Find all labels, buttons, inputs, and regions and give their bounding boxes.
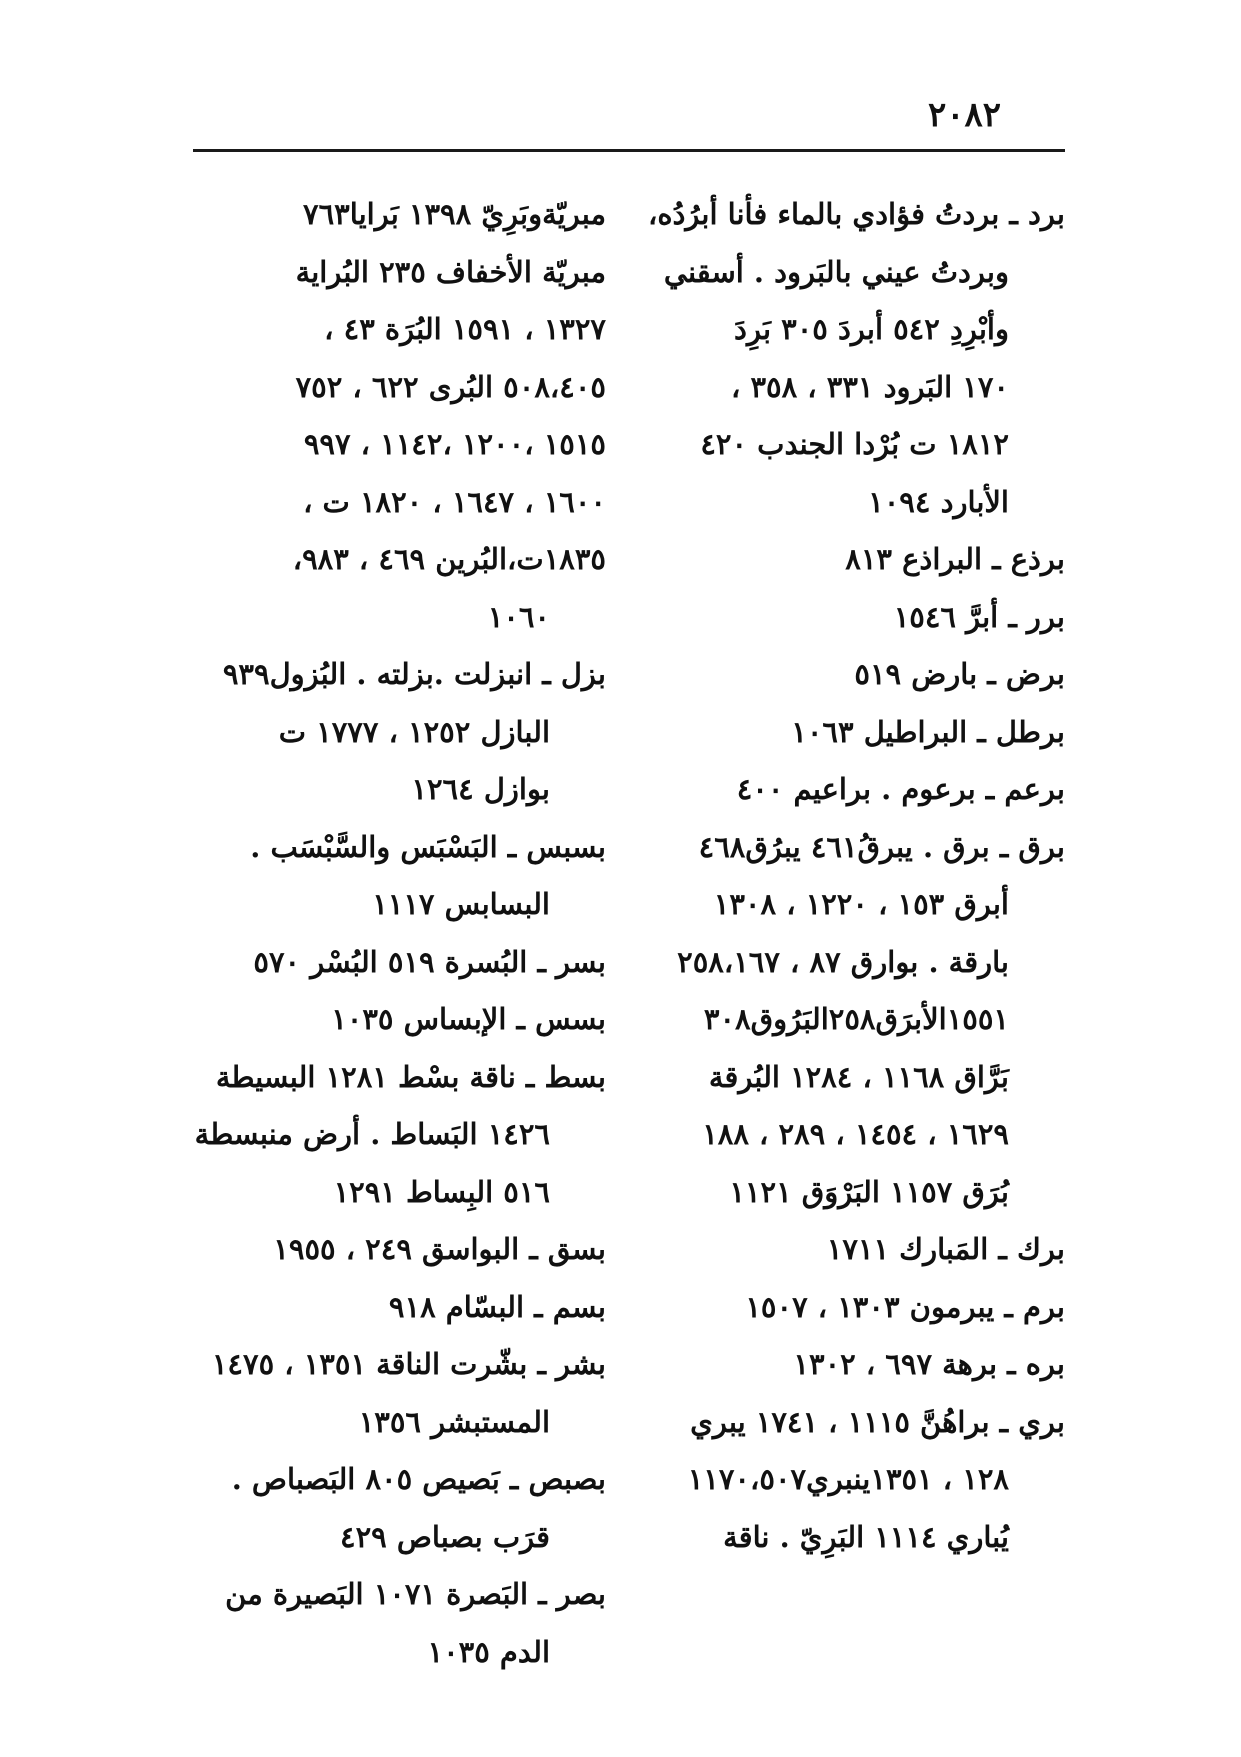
index-line: بشر ـ بشّرت الناقة ١٣٥١ ، ١٤٧٥: [211, 1347, 606, 1381]
index-line: برد ـ بردتُ فؤادي بالماء فأنا أبرُدُه،: [647, 197, 1065, 231]
index-line: مبريّة الأخفاف ٢٣٥ البُراية: [295, 254, 606, 289]
index-line: ١٢٨ ، ١٣٥١ينبري١١٧٠،٥٠٧: [687, 1462, 1009, 1496]
index-line: البازل ١٢٥٢ ، ١٧٧٧ ت: [278, 714, 550, 749]
index-line: برذع ـ البراذع ٨١٣: [845, 542, 1065, 576]
index-line: ١٠٦٠: [487, 599, 550, 634]
index-line: ١٨٣٥ت،البُرين ٤٦٩ ، ٩٨٣،: [292, 542, 606, 576]
index-line: الأبارد ١٠٩٤: [868, 484, 1009, 519]
index-line: ١٦٠٠ ، ١٦٤٧ ، ١٨٢٠ ت ،: [303, 484, 606, 519]
index-line: المستبشر ١٣٥٦: [358, 1404, 550, 1439]
index-line: الدم ١٠٣٥: [427, 1634, 550, 1669]
index-line: قرَب بصباص ٤٢٩: [340, 1519, 550, 1554]
index-line: ١٦٢٩ ، ١٤٥٤ ، ٢٨٩ ، ١٨٨: [702, 1117, 1009, 1151]
index-line: ١٨١٢ ت بُرْدا الجندب ٤٢٠: [700, 427, 1009, 461]
index-line: بصبص ـ بَصيص ٨٠٥ البَصباص .: [231, 1462, 606, 1496]
index-line: مبريّةوبَرِيّ ١٣٩٨ بَرايا٧٦٣: [303, 197, 606, 231]
index-line: يُباري ١١١٤ البَرِيّ . ناقة: [723, 1519, 1009, 1554]
index-line: أبرق ١٥٣ ، ١٢٢٠ ، ١٣٠٨: [713, 887, 1009, 921]
index-line: بوازل ١٢٦٤: [411, 772, 550, 806]
page-number: ٢٠٨٢: [928, 95, 1002, 135]
index-line: وبردتُ عيني بالبَرود . أسقني: [663, 254, 1009, 289]
index-line: برعم ـ برعوم . براعيم ٤٠٠: [736, 772, 1065, 806]
index-line: بسر ـ البُسرة ٥١٩ البُسْر ٥٧٠: [253, 944, 606, 979]
index-line: ١٧٠ البَرود ٣٣١ ، ٣٥٨ ،: [731, 369, 1009, 404]
index-line: بزل ـ انبزلت .بزلته . البُزول٩٣٩: [222, 657, 606, 691]
index-line: بصر ـ البَصرة ١٠٧١ البَصيرة من: [225, 1577, 606, 1611]
index-line: ١٥١٥ ،١٢٠٠ ،١١٤٢ ، ٩٩٧: [303, 427, 606, 461]
index-line: بره ـ برهة ٦٩٧ ، ١٣٠٢: [793, 1347, 1065, 1381]
index-line: ٥١٦ البِساط ١٢٩١: [333, 1174, 550, 1209]
index-line: برض ـ بارض ٥١٩: [854, 657, 1065, 691]
index-line: ١٤٢٦ البَساط . أرض منبسطة: [194, 1117, 550, 1151]
index-line: البسابس ١١١٧: [372, 887, 550, 921]
header-rule: [193, 149, 1065, 152]
index-line: بسس ـ الإبساس ١٠٣٥: [331, 1002, 606, 1036]
index-line: ١٣٢٧ ، ١٥٩١ البُرَة ٤٣ ،: [324, 312, 606, 346]
index-line: بُرَق ١١٥٧ البَرْوَق ١١٢١: [729, 1174, 1009, 1209]
index-line: برق ـ برق . يبرقُ٤٦١ يبرُق٤٦٨: [698, 829, 1065, 864]
index-line: وأبْرِدِ ٥٤٢ أبردَ ٣٠٥ بَرِدَ: [734, 312, 1009, 346]
index-line: برر ـ أبرَّ ١٥٤٦: [893, 599, 1065, 634]
index-line: بسط ـ ناقة بسْط ١٢٨١ البسيطة: [215, 1059, 606, 1094]
index-column-right: [640, 186, 1065, 1566]
index-line: بسم ـ البسّام ٩١٨: [388, 1289, 606, 1324]
index-line: بسق ـ البواسق ٢٤٩ ، ١٩٥٥: [273, 1232, 606, 1266]
index-line: برك ـ المَبارك ١٧١١: [826, 1232, 1065, 1266]
index-line: بسبس ـ البَسْبَس والسَّبْسَب .: [250, 829, 606, 864]
index-column-left: [188, 186, 606, 1681]
index-line: برطل ـ البراطيل ١٠٦٣: [791, 714, 1065, 749]
index-line: بَرَّاق ١١٦٨ ، ١٢٨٤ البُرقة: [708, 1059, 1009, 1094]
index-line: بري ـ براهُنَّ ١١١٥ ، ١٧٤١ يبري: [690, 1404, 1065, 1439]
index-line: برم ـ يبرمون ١٣٠٣ ، ١٥٠٧: [745, 1289, 1065, 1324]
index-line: ٥٠٨،٤٠٥ البُرى ٦٢٢ ، ٧٥٢: [295, 369, 606, 404]
index-line: بارقة . بوارق ٨٧ ، ٢٥٨،١٦٧: [677, 944, 1009, 979]
index-line: ١٥٥١الأبرَق٢٥٨البَرُوق٣٠٨: [703, 1002, 1009, 1036]
